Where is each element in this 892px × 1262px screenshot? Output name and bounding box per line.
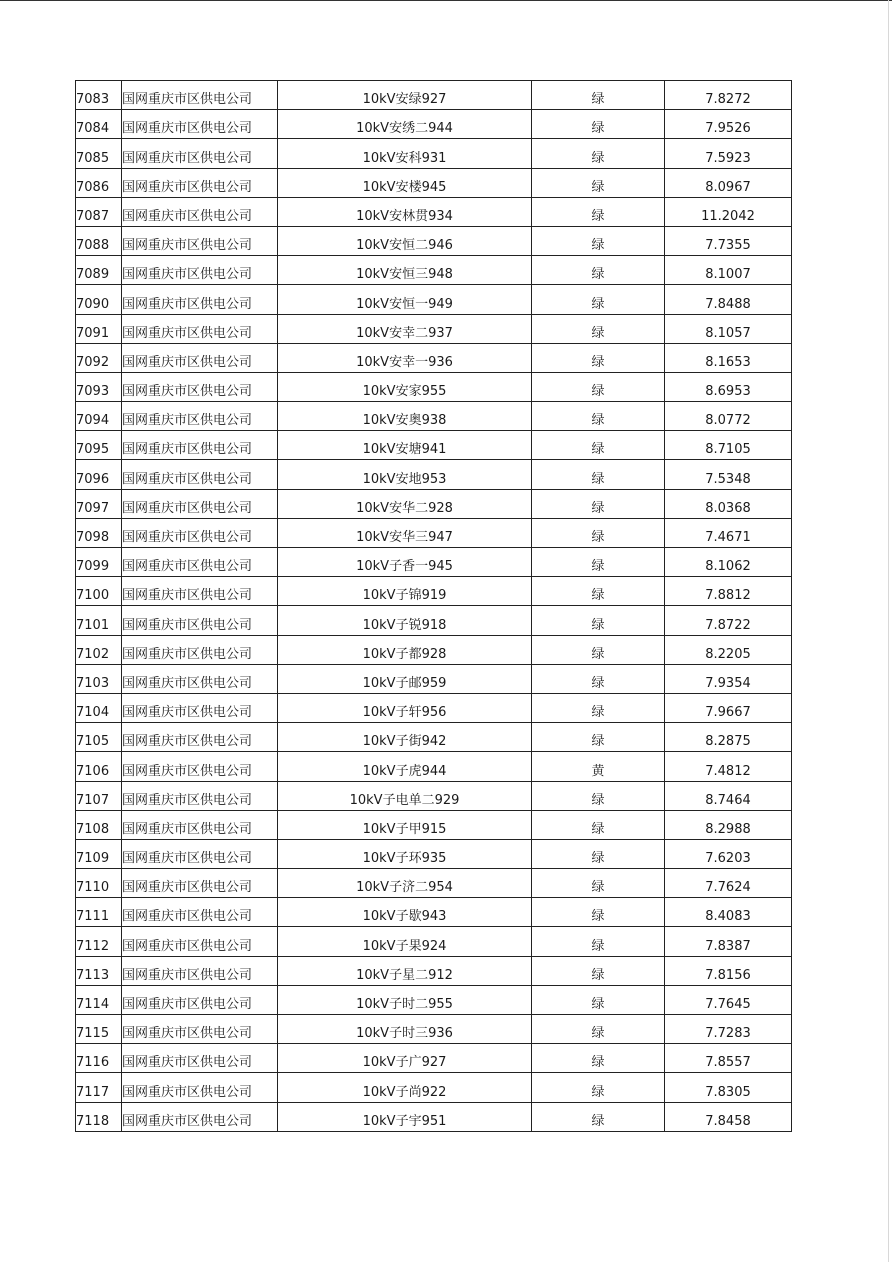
row-number-cell: 7109 xyxy=(76,839,122,868)
company-cell: 国网重庆市区供电公司 xyxy=(122,518,278,547)
row-number-cell: 7103 xyxy=(76,664,122,693)
line-name-cell: 10kV安恒一949 xyxy=(278,285,532,314)
table-row xyxy=(76,402,792,431)
row-number-cell: 7114 xyxy=(76,985,122,1014)
row-number-cell: 7092 xyxy=(76,343,122,372)
company-cell: 国网重庆市区供电公司 xyxy=(122,168,278,197)
status-cell: 绿 xyxy=(532,1015,665,1044)
page-top-rule xyxy=(0,0,892,1)
row-number-cell: 7104 xyxy=(76,693,122,722)
row-number-cell: 7112 xyxy=(76,927,122,956)
table-row xyxy=(76,985,792,1014)
line-name-cell: 10kV安恒二946 xyxy=(278,226,532,255)
value-cell: 8.7105 xyxy=(665,431,792,460)
table-body xyxy=(76,81,792,1132)
value-cell: 8.4083 xyxy=(665,898,792,927)
table-row xyxy=(76,518,792,547)
value-cell: 8.2205 xyxy=(665,635,792,664)
value-cell: 8.2988 xyxy=(665,810,792,839)
table-row xyxy=(76,1073,792,1102)
table-row xyxy=(76,226,792,255)
company-cell: 国网重庆市区供电公司 xyxy=(122,402,278,431)
table-row xyxy=(76,197,792,226)
line-name-cell: 10kV安华二928 xyxy=(278,489,532,518)
row-number-cell: 7107 xyxy=(76,781,122,810)
value-cell: 8.0967 xyxy=(665,168,792,197)
value-cell: 8.6953 xyxy=(665,372,792,401)
company-cell: 国网重庆市区供电公司 xyxy=(122,256,278,285)
company-cell: 国网重庆市区供电公司 xyxy=(122,226,278,255)
row-number-cell: 7116 xyxy=(76,1044,122,1073)
company-cell: 国网重庆市区供电公司 xyxy=(122,548,278,577)
company-cell: 国网重庆市区供电公司 xyxy=(122,577,278,606)
company-cell: 国网重庆市区供电公司 xyxy=(122,1044,278,1073)
value-cell: 7.7283 xyxy=(665,1015,792,1044)
value-cell: 7.7645 xyxy=(665,985,792,1014)
status-cell: 绿 xyxy=(532,723,665,752)
value-cell: 8.1653 xyxy=(665,343,792,372)
status-cell: 绿 xyxy=(532,285,665,314)
row-number-cell: 7113 xyxy=(76,956,122,985)
value-cell: 8.1062 xyxy=(665,548,792,577)
company-cell: 国网重庆市区供电公司 xyxy=(122,927,278,956)
value-cell: 7.5348 xyxy=(665,460,792,489)
company-cell: 国网重庆市区供电公司 xyxy=(122,372,278,401)
row-number-cell: 7091 xyxy=(76,314,122,343)
company-cell: 国网重庆市区供电公司 xyxy=(122,810,278,839)
table-row xyxy=(76,664,792,693)
company-cell: 国网重庆市区供电公司 xyxy=(122,314,278,343)
value-cell: 7.8272 xyxy=(665,81,792,110)
company-cell: 国网重庆市区供电公司 xyxy=(122,81,278,110)
table-row xyxy=(76,1044,792,1073)
row-number-cell: 7088 xyxy=(76,226,122,255)
line-name-cell: 10kV子甲915 xyxy=(278,810,532,839)
status-cell: 绿 xyxy=(532,781,665,810)
table-row xyxy=(76,139,792,168)
row-number-cell: 7084 xyxy=(76,110,122,139)
line-name-cell: 10kV安楼945 xyxy=(278,168,532,197)
company-cell: 国网重庆市区供电公司 xyxy=(122,956,278,985)
data-table xyxy=(75,80,792,1132)
line-name-cell: 10kV安家955 xyxy=(278,372,532,401)
line-name-cell: 10kV安幸二937 xyxy=(278,314,532,343)
line-name-cell: 10kV安绿927 xyxy=(278,81,532,110)
value-cell: 7.8557 xyxy=(665,1044,792,1073)
table-row xyxy=(76,898,792,927)
table-row xyxy=(76,343,792,372)
status-cell: 绿 xyxy=(532,927,665,956)
company-cell: 国网重庆市区供电公司 xyxy=(122,1073,278,1102)
status-cell: 绿 xyxy=(532,548,665,577)
page-edge-rule xyxy=(888,0,889,1262)
company-cell: 国网重庆市区供电公司 xyxy=(122,898,278,927)
table-row xyxy=(76,489,792,518)
company-cell: 国网重庆市区供电公司 xyxy=(122,693,278,722)
line-name-cell: 10kV安恒三948 xyxy=(278,256,532,285)
status-cell: 绿 xyxy=(532,372,665,401)
line-name-cell: 10kV子街942 xyxy=(278,723,532,752)
line-name-cell: 10kV安地953 xyxy=(278,460,532,489)
line-name-cell: 10kV子尚922 xyxy=(278,1073,532,1102)
table-row xyxy=(76,460,792,489)
line-name-cell: 10kV子济二954 xyxy=(278,869,532,898)
status-cell: 绿 xyxy=(532,139,665,168)
status-cell: 绿 xyxy=(532,664,665,693)
value-cell: 7.8458 xyxy=(665,1102,792,1131)
company-cell: 国网重庆市区供电公司 xyxy=(122,839,278,868)
table-row xyxy=(76,431,792,460)
company-cell: 国网重庆市区供电公司 xyxy=(122,781,278,810)
line-name-cell: 10kV子虎944 xyxy=(278,752,532,781)
line-name-cell: 10kV子电单二929 xyxy=(278,781,532,810)
value-cell: 7.7624 xyxy=(665,869,792,898)
line-name-cell: 10kV子时三936 xyxy=(278,1015,532,1044)
company-cell: 国网重庆市区供电公司 xyxy=(122,110,278,139)
row-number-cell: 7089 xyxy=(76,256,122,285)
row-number-cell: 7099 xyxy=(76,548,122,577)
status-cell: 绿 xyxy=(532,810,665,839)
value-cell: 7.7355 xyxy=(665,226,792,255)
table-row xyxy=(76,869,792,898)
value-cell: 7.4812 xyxy=(665,752,792,781)
value-cell: 7.8812 xyxy=(665,577,792,606)
row-number-cell: 7117 xyxy=(76,1073,122,1102)
row-number-cell: 7105 xyxy=(76,723,122,752)
table-row xyxy=(76,81,792,110)
line-name-cell: 10kV子锦919 xyxy=(278,577,532,606)
status-cell: 绿 xyxy=(532,460,665,489)
table-row xyxy=(76,781,792,810)
status-cell: 绿 xyxy=(532,431,665,460)
row-number-cell: 7096 xyxy=(76,460,122,489)
value-cell: 7.4671 xyxy=(665,518,792,547)
table-row xyxy=(76,956,792,985)
line-name-cell: 10kV子果924 xyxy=(278,927,532,956)
row-number-cell: 7108 xyxy=(76,810,122,839)
value-cell: 7.8305 xyxy=(665,1073,792,1102)
row-number-cell: 7086 xyxy=(76,168,122,197)
value-cell: 8.7464 xyxy=(665,781,792,810)
line-name-cell: 10kV子宇951 xyxy=(278,1102,532,1131)
row-number-cell: 7101 xyxy=(76,606,122,635)
row-number-cell: 7083 xyxy=(76,81,122,110)
line-name-cell: 10kV子香一945 xyxy=(278,548,532,577)
table-row xyxy=(76,110,792,139)
line-name-cell: 10kV子环935 xyxy=(278,839,532,868)
company-cell: 国网重庆市区供电公司 xyxy=(122,752,278,781)
company-cell: 国网重庆市区供电公司 xyxy=(122,343,278,372)
company-cell: 国网重庆市区供电公司 xyxy=(122,285,278,314)
row-number-cell: 7100 xyxy=(76,577,122,606)
value-cell: 7.8722 xyxy=(665,606,792,635)
value-cell: 8.2875 xyxy=(665,723,792,752)
row-number-cell: 7097 xyxy=(76,489,122,518)
status-cell: 绿 xyxy=(532,81,665,110)
table-row xyxy=(76,256,792,285)
table-row xyxy=(76,839,792,868)
status-cell: 绿 xyxy=(532,606,665,635)
company-cell: 国网重庆市区供电公司 xyxy=(122,1015,278,1044)
status-cell: 绿 xyxy=(532,518,665,547)
row-number-cell: 7115 xyxy=(76,1015,122,1044)
value-cell: 11.2042 xyxy=(665,197,792,226)
line-name-cell: 10kV安奥938 xyxy=(278,402,532,431)
status-cell: 绿 xyxy=(532,489,665,518)
status-cell: 绿 xyxy=(532,839,665,868)
status-cell: 绿 xyxy=(532,168,665,197)
status-cell: 绿 xyxy=(532,1044,665,1073)
company-cell: 国网重庆市区供电公司 xyxy=(122,1102,278,1131)
line-name-cell: 10kV子广927 xyxy=(278,1044,532,1073)
line-name-cell: 10kV子锐918 xyxy=(278,606,532,635)
status-cell: 绿 xyxy=(532,110,665,139)
value-cell: 8.0772 xyxy=(665,402,792,431)
status-cell: 绿 xyxy=(532,635,665,664)
line-name-cell: 10kV安科931 xyxy=(278,139,532,168)
line-name-cell: 10kV子星二912 xyxy=(278,956,532,985)
company-cell: 国网重庆市区供电公司 xyxy=(122,635,278,664)
table-row xyxy=(76,372,792,401)
company-cell: 国网重庆市区供电公司 xyxy=(122,606,278,635)
value-cell: 8.0368 xyxy=(665,489,792,518)
status-cell: 绿 xyxy=(532,898,665,927)
value-cell: 7.8387 xyxy=(665,927,792,956)
row-number-cell: 7085 xyxy=(76,139,122,168)
table-row xyxy=(76,1015,792,1044)
line-name-cell: 10kV安塘941 xyxy=(278,431,532,460)
status-cell: 绿 xyxy=(532,869,665,898)
line-name-cell: 10kV子歇943 xyxy=(278,898,532,927)
row-number-cell: 7102 xyxy=(76,635,122,664)
status-cell: 绿 xyxy=(532,226,665,255)
status-cell: 绿 xyxy=(532,314,665,343)
value-cell: 7.8156 xyxy=(665,956,792,985)
status-cell: 绿 xyxy=(532,1073,665,1102)
table-row xyxy=(76,723,792,752)
table-row xyxy=(76,577,792,606)
line-name-cell: 10kV子时二955 xyxy=(278,985,532,1014)
company-cell: 国网重庆市区供电公司 xyxy=(122,985,278,1014)
value-cell: 8.1057 xyxy=(665,314,792,343)
status-cell: 黄 xyxy=(532,752,665,781)
row-number-cell: 7087 xyxy=(76,197,122,226)
line-name-cell: 10kV子轩956 xyxy=(278,693,532,722)
row-number-cell: 7106 xyxy=(76,752,122,781)
table-row xyxy=(76,1102,792,1131)
value-cell: 7.9526 xyxy=(665,110,792,139)
row-number-cell: 7095 xyxy=(76,431,122,460)
table-row xyxy=(76,927,792,956)
line-name-cell: 10kV子邮959 xyxy=(278,664,532,693)
table-row xyxy=(76,693,792,722)
table-row xyxy=(76,548,792,577)
value-cell: 7.9354 xyxy=(665,664,792,693)
line-name-cell: 10kV安绣二944 xyxy=(278,110,532,139)
value-cell: 8.1007 xyxy=(665,256,792,285)
row-number-cell: 7111 xyxy=(76,898,122,927)
table-row xyxy=(76,752,792,781)
row-number-cell: 7093 xyxy=(76,372,122,401)
status-cell: 绿 xyxy=(532,256,665,285)
line-name-cell: 10kV安幸一936 xyxy=(278,343,532,372)
status-cell: 绿 xyxy=(532,197,665,226)
row-number-cell: 7110 xyxy=(76,869,122,898)
status-cell: 绿 xyxy=(532,985,665,1014)
table-row xyxy=(76,635,792,664)
status-cell: 绿 xyxy=(532,577,665,606)
table-row xyxy=(76,606,792,635)
company-cell: 国网重庆市区供电公司 xyxy=(122,197,278,226)
line-name-cell: 10kV子都928 xyxy=(278,635,532,664)
company-cell: 国网重庆市区供电公司 xyxy=(122,431,278,460)
company-cell: 国网重庆市区供电公司 xyxy=(122,869,278,898)
company-cell: 国网重庆市区供电公司 xyxy=(122,489,278,518)
row-number-cell: 7098 xyxy=(76,518,122,547)
table-row xyxy=(76,168,792,197)
table-row xyxy=(76,314,792,343)
status-cell: 绿 xyxy=(532,1102,665,1131)
line-name-cell: 10kV安林贯934 xyxy=(278,197,532,226)
status-cell: 绿 xyxy=(532,956,665,985)
company-cell: 国网重庆市区供电公司 xyxy=(122,139,278,168)
company-cell: 国网重庆市区供电公司 xyxy=(122,664,278,693)
table-row xyxy=(76,285,792,314)
value-cell: 7.5923 xyxy=(665,139,792,168)
value-cell: 7.8488 xyxy=(665,285,792,314)
status-cell: 绿 xyxy=(532,693,665,722)
row-number-cell: 7118 xyxy=(76,1102,122,1131)
line-name-cell: 10kV安华三947 xyxy=(278,518,532,547)
value-cell: 7.6203 xyxy=(665,839,792,868)
company-cell: 国网重庆市区供电公司 xyxy=(122,460,278,489)
table-row xyxy=(76,810,792,839)
status-cell: 绿 xyxy=(532,343,665,372)
row-number-cell: 7090 xyxy=(76,285,122,314)
company-cell: 国网重庆市区供电公司 xyxy=(122,723,278,752)
status-cell: 绿 xyxy=(532,402,665,431)
value-cell: 7.9667 xyxy=(665,693,792,722)
row-number-cell: 7094 xyxy=(76,402,122,431)
